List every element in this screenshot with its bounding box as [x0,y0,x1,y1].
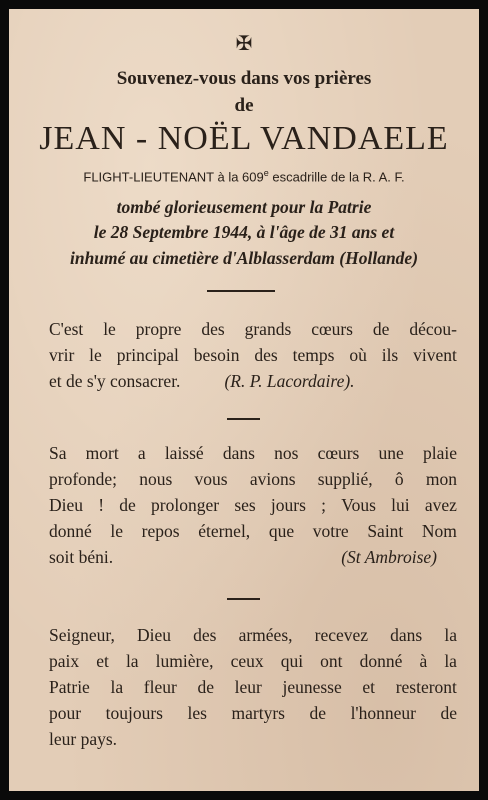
prayer-paragraph [49,622,457,752]
rank-superscript: e [263,168,269,178]
deceased-name: JEAN - NOËL VANDAELE [39,120,449,157]
text-line-start: et de s'y consacrer. [49,371,181,391]
death-line-3: inhumé au cimetière d'Alblasserdam (Hollande) [69,248,419,268]
text-line: Seigneur, Dieu des armées, recevez dans la [49,625,457,645]
rank-text: FLIGHT-LIEUTENANT à la 609 [83,169,264,185]
remember-heading: Souvenez-vous dans vos prières [116,68,372,89]
text-line: Sa mort a laissé dans nos cœurs une plaie [49,443,457,463]
text-line-start: soit béni. [49,547,114,567]
divider-rule [227,598,260,600]
citation: (R. P. Lacordaire). [224,371,355,391]
text-line [49,544,457,570]
text-line: Patrie la fleur de leur jeunesse et resteront [49,677,457,697]
citation: (St Ambroise) [341,547,437,567]
text-line: Dieu ! de prolonger ses jours ; Vous lui avez [49,495,457,515]
cross-icon: ✠ [235,33,253,55]
text-line [49,368,457,394]
death-line-2: le 28 Septembre 1944, à l'âge de 31 ans et [93,222,395,242]
rank-line [0,168,488,184]
text-line: donné le repos éternel, que votre Saint Nom [49,521,457,541]
text-line: leur pays. [49,729,118,749]
text-line: pour toujours les martyrs de l'honneur de [49,703,457,723]
death-line-1: tombé glorieusement pour la Patrie [116,197,372,217]
text-line: paix et la lumière, ceux qui ont donné à la [49,651,457,671]
quote-ambroise [49,440,457,570]
divider-rule [207,290,275,292]
text-line: C'est le propre des grands cœurs de décou- [49,319,457,339]
divider-rule [227,418,260,420]
text-line: vrir le principal besoin des temps où ils vivent [49,345,457,365]
rank-text-end: escadrille de la R. A. F. [268,169,405,185]
quote-lacordaire [49,316,457,394]
text-line: profonde; nous vous avions supplié, ô mon [49,469,457,489]
de-line: de [234,95,254,116]
